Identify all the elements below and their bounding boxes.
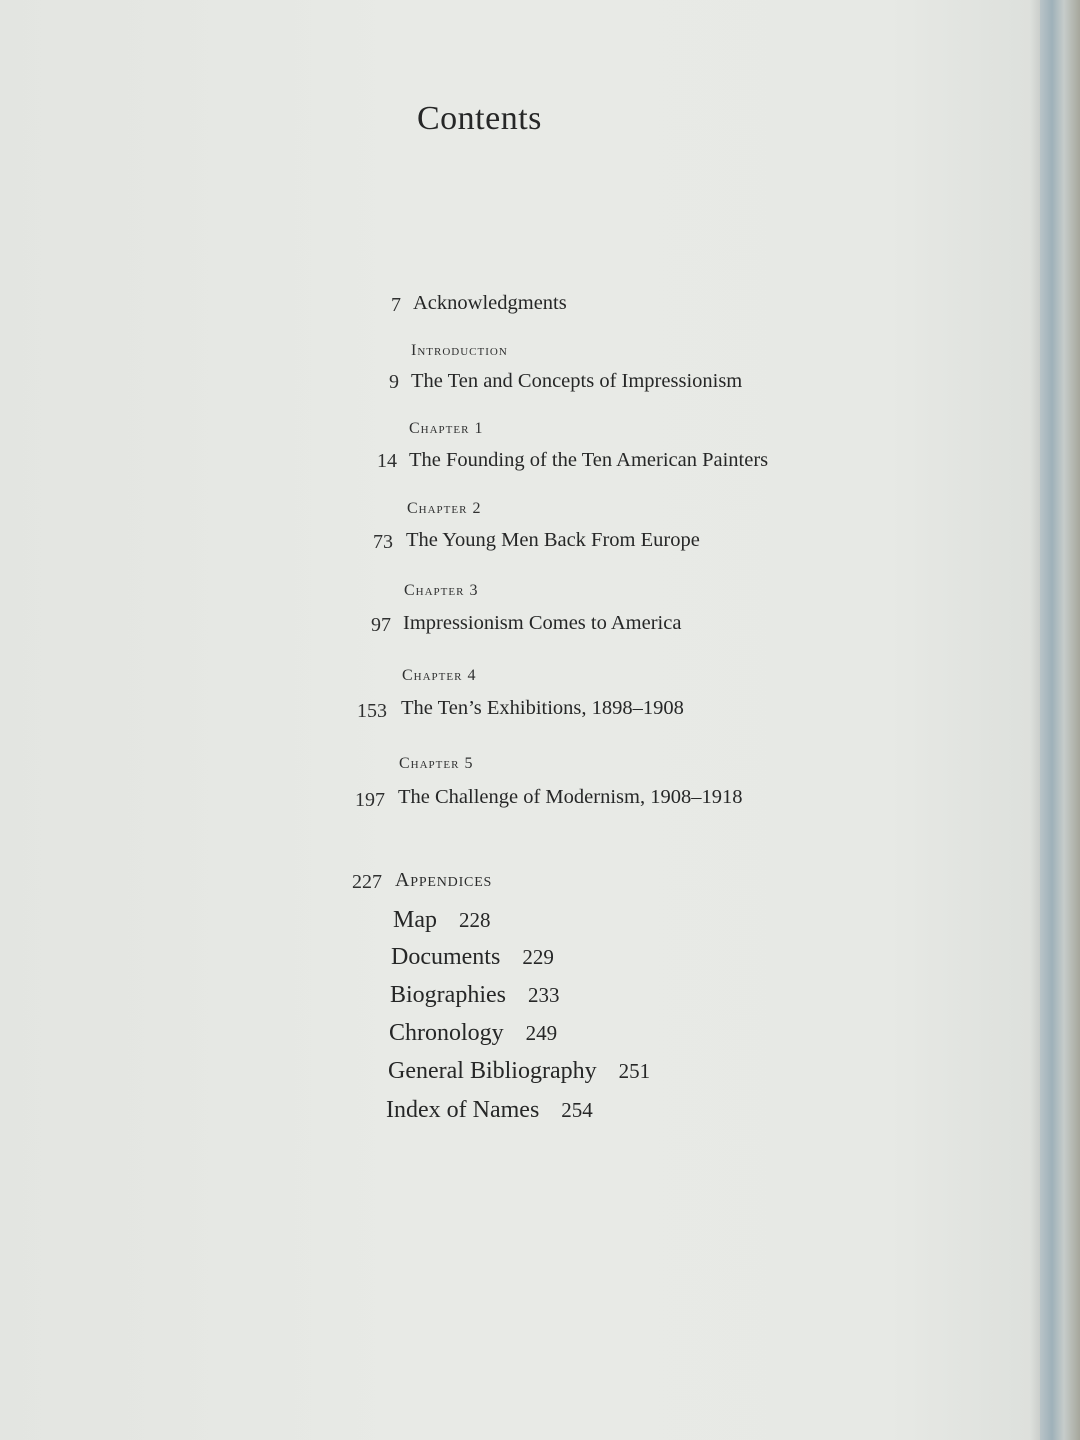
- chapter-1-title: The Founding of the Ten American Painters: [409, 449, 769, 471]
- introduction-label: Introduction: [411, 342, 508, 359]
- appendix-item-title: Map: [393, 907, 437, 933]
- chapter-2-title: The Young Men Back From Europe: [406, 529, 700, 551]
- acknowledgments-title: Acknowledgments: [413, 292, 567, 314]
- appendix-item: [393, 907, 491, 934]
- chapter-3-label: Chapter 3: [404, 582, 479, 599]
- appendix-item-page: 233: [527, 983, 560, 1007]
- appendix-item-page: 229: [522, 945, 554, 969]
- chapter-4-title: The Ten’s Exhibitions, 1898–1908: [401, 697, 684, 719]
- chapter-4-label: Chapter 4: [402, 667, 477, 684]
- chapter-1-page: 14: [377, 450, 397, 472]
- chapter-2-label: Chapter 2: [407, 500, 482, 517]
- appendix-item-page: 228: [459, 908, 491, 932]
- chapter-3-title: Impressionism Comes to America: [403, 612, 682, 634]
- chapter-5-label: Chapter 5: [399, 755, 474, 772]
- chapter-1-label: Chapter 1: [409, 420, 484, 437]
- chapter-4-page: 153: [357, 700, 387, 722]
- chapter-2-page: 73: [373, 531, 393, 553]
- chapter-5-title: The Challenge of Modernism, 1908–1918: [398, 786, 743, 808]
- chapter-5-page: 197: [355, 789, 385, 811]
- appendices-page: 227: [352, 871, 382, 893]
- contents-title: Contents: [417, 100, 542, 137]
- introduction-page: 9: [389, 371, 399, 393]
- appendix-item: [391, 944, 554, 971]
- acknowledgments-page: 7: [391, 294, 401, 316]
- appendix-item: [386, 1097, 593, 1124]
- book-cover-edge: [1040, 0, 1080, 1440]
- appendix-item-title: Biographies: [390, 982, 506, 1008]
- appendix-item-page: 254: [561, 1098, 593, 1122]
- appendix-item-title: Index of Names: [386, 1097, 540, 1123]
- appendix-item: [389, 1020, 557, 1047]
- appendices-label: Appendices: [395, 869, 493, 891]
- appendix-item-page: 251: [618, 1059, 651, 1083]
- appendix-item-title: Chronology: [389, 1020, 504, 1046]
- appendix-item-title: Documents: [391, 944, 501, 970]
- appendix-item: [388, 1058, 650, 1085]
- chapter-3-page: 97: [371, 614, 391, 636]
- introduction-title: The Ten and Concepts of Impressionism: [411, 370, 743, 392]
- appendix-item-page: 249: [525, 1021, 558, 1045]
- appendix-item-title: General Bibliography: [388, 1058, 597, 1084]
- appendix-item: [390, 982, 559, 1009]
